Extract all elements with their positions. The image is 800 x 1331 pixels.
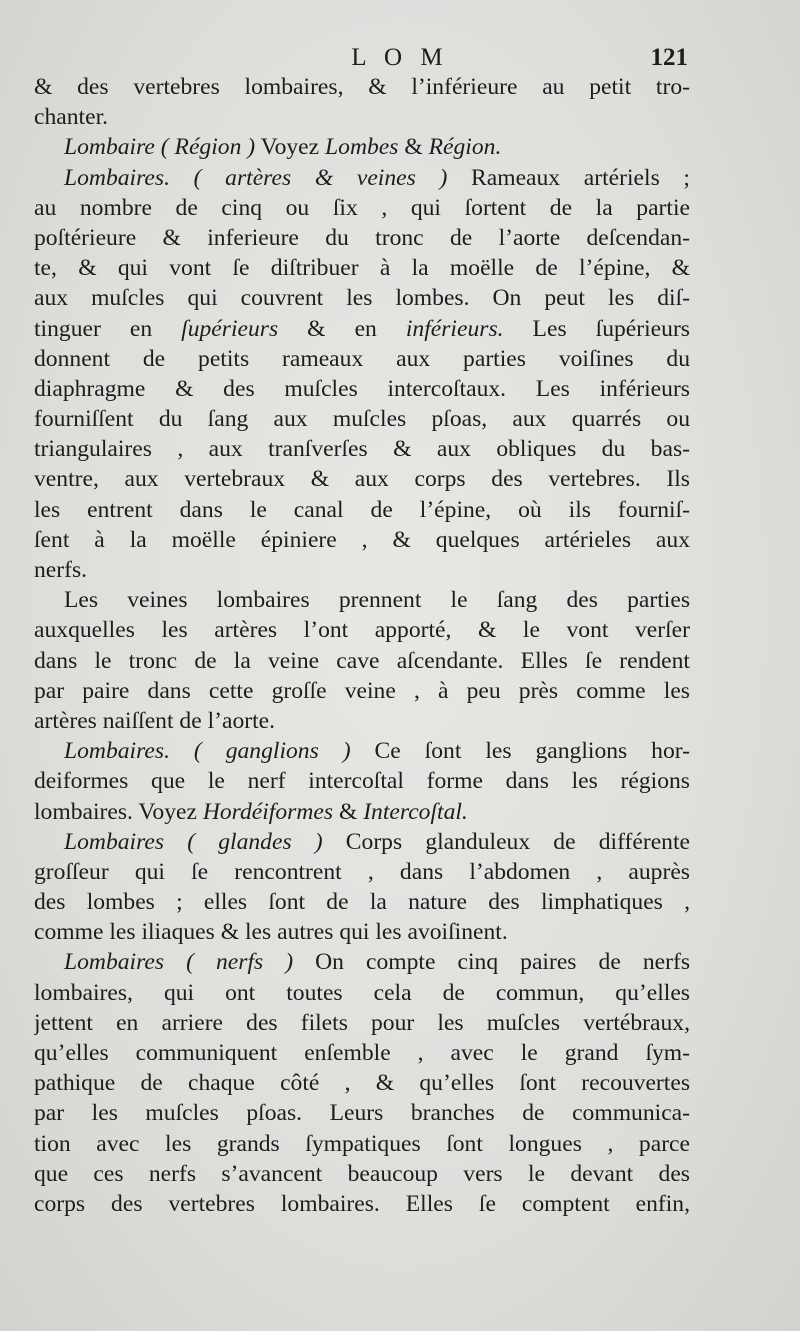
text-line (34, 1068, 690, 1098)
text-segment: Lombaires ( glandes ) (64, 828, 323, 855)
text-line (34, 132, 690, 162)
text-line (34, 555, 690, 585)
text-line (34, 917, 690, 947)
text-segment: nerfs. (34, 557, 88, 583)
text-line (34, 1129, 690, 1159)
text-line (34, 374, 690, 404)
text-line (34, 706, 690, 736)
text-segment: par paire dans cette groſſe veine , à peu près comme les (34, 677, 690, 704)
text-segment: diaphragme & des muſcles intercoſtaux. Les inférieurs (34, 375, 690, 402)
text-line (34, 283, 690, 313)
text-segment: tinguer en (34, 315, 182, 342)
text-line (34, 102, 690, 132)
text-line (34, 646, 690, 676)
text-line (34, 525, 690, 555)
text-segment: te, & qui vont ſe diſtribuer à la moëlle de l’épine, & (34, 255, 690, 282)
text-segment: pathique de chaque côté , & qu’elles ſont recouvertes (34, 1070, 690, 1097)
text-segment: jettent en arriere des filets pour les muſcles vertébraux, (34, 1009, 690, 1036)
text-segment: donnent de petits rameaux aux parties voiſines du (34, 345, 690, 372)
text-line (34, 766, 690, 796)
text-segment: Ce ſont les ganglions hor- (350, 738, 690, 765)
text-segment: aux muſcles qui couvrent les lombes. On peut les diſ- (34, 285, 690, 312)
text-line (34, 1038, 690, 1068)
text-segment: par les muſcles pſoas. Leurs branches de communica- (34, 1100, 690, 1127)
text-segment: Lombaires. ( artères & veines ) (64, 164, 448, 191)
text-segment: ventre, aux vertebraux & aux corps des vertebres. Ils (34, 466, 690, 493)
text-segment: inférieurs. (405, 315, 504, 342)
text-segment: On compte cinq paires de nerfs (293, 949, 690, 976)
text-segment: des lombes ; elles ſont de la nature des limphatiques , (34, 889, 690, 916)
text-line (34, 495, 690, 525)
text-segment: Lombaires. ( ganglions ) (64, 738, 351, 765)
text-line (34, 1008, 690, 1038)
page-number: 121 (650, 44, 688, 71)
text-line (34, 585, 690, 615)
text-line (34, 797, 690, 827)
text-segment: comme les iliaques & les autres qui les avoiſinent. (34, 919, 508, 946)
text-line (34, 404, 690, 434)
text-segment: deiformes que le nerf intercoſtal forme dans les régions (34, 768, 690, 795)
text-segment: tion avec les grands ſympatiques ſont longues , parce (34, 1130, 690, 1157)
text-segment: lombaires, qui ont toutes cela de commun, qu’elles (34, 979, 690, 1006)
text-line (34, 314, 690, 344)
text-line (34, 978, 690, 1008)
text-line (34, 736, 690, 766)
text-line (34, 253, 690, 283)
text-line (34, 223, 690, 253)
text-segment: artères naiſſent de l’aorte. (34, 707, 276, 734)
text-segment: au nombre de cinq ou ſix , qui ſortent de la partie (34, 194, 690, 221)
text-segment: triangulaires , aux tranſverſes & aux obliques du bas- (34, 436, 690, 463)
text-segment: Lombes (325, 134, 399, 161)
text-line (34, 827, 690, 857)
text-segment: Voyez (255, 134, 326, 161)
text-segment: Intercoſtal. (363, 798, 468, 825)
text-segment: fourniſſent du ſang aux muſcles pſoas, aux quarrés ou (34, 406, 690, 433)
text-segment: Hordéiformes (202, 798, 334, 825)
text-segment: dans le tronc de la veine cave aſcendante. Elles ſe rendent (34, 647, 690, 674)
text-segment: & en (278, 315, 406, 342)
text-line (34, 344, 690, 374)
body-text (34, 72, 690, 1219)
text-segment: lombaires. Voyez (34, 798, 203, 825)
text-line (34, 947, 690, 977)
text-line (34, 193, 690, 223)
text-segment: Corps glanduleux de différente (322, 828, 690, 855)
text-line (34, 434, 690, 464)
text-line (34, 857, 690, 887)
text-segment: que ces nerfs s’avancent beaucoup vers le devant des (34, 1160, 690, 1187)
text-line (34, 464, 690, 494)
text-line (34, 615, 690, 645)
text-line (34, 163, 690, 193)
text-segment: ſent à la moëlle épiniere , & quelques artérieles aux (34, 526, 690, 553)
text-line (34, 72, 690, 102)
text-segment: les entrent dans le canal de l’épine, où ils fourniſ- (34, 496, 690, 523)
text-segment: Lombaires ( nerfs ) (64, 949, 294, 976)
text-segment: qu’elles communiquent enſemble , avec le grand ſym- (34, 1040, 690, 1066)
text-segment: chanter. (34, 104, 109, 131)
text-segment: & des vertebres lombaires, & l’inférieure au petit tro- (34, 74, 690, 100)
text-segment: Lombaire ( Région ) (64, 134, 256, 161)
text-segment: & (333, 798, 364, 825)
text-segment: poſtérieure & inferieure du tronc de l’aorte deſcendan- (34, 224, 690, 251)
text-line (34, 1189, 690, 1219)
text-line (34, 1098, 690, 1128)
text-segment: Les veines lombaires prennent le ſang des parties (64, 587, 690, 614)
text-segment: ſupérieurs (181, 315, 279, 342)
running-head: L O M (351, 44, 449, 71)
text-segment: corps des vertebres lombaires. Elles ſe comptent enfin, (34, 1190, 690, 1217)
text-segment: & (398, 134, 429, 161)
text-line (34, 676, 690, 706)
text-line (34, 887, 690, 917)
text-line (34, 1159, 690, 1189)
text-segment: Région. (428, 134, 502, 161)
text-segment: auxquelles les artères l’ont apporté, & le vont verſer (34, 617, 690, 644)
text-segment: Les ſupérieurs (503, 315, 690, 342)
text-segment: Rameaux artériels ; (447, 164, 690, 191)
text-segment: groſſeur qui ſe rencontrent , dans l’abdomen , auprès (34, 858, 690, 885)
